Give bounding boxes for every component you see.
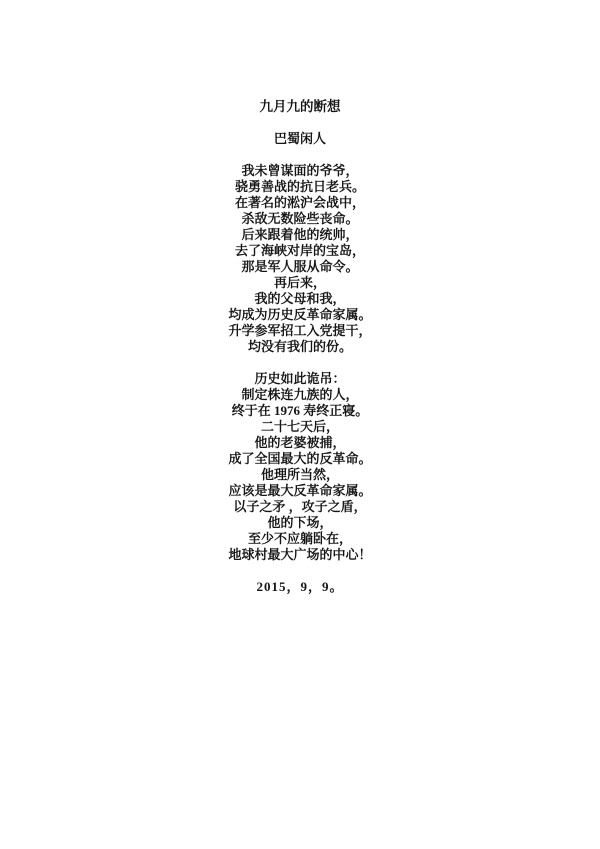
poem-line: 我未曾谋面的爷爷， (241, 163, 359, 178)
poem-line: 升学参军招工入党提干， (228, 323, 372, 338)
poem-line: 他的老婆被捕， (254, 435, 346, 450)
poem-line: 在著名的淞沪会战中， (234, 195, 365, 210)
poem-line: 终于在 1976 寿终正寝。 (231, 403, 369, 418)
blank-line (0, 355, 600, 371)
poem-body (0, 163, 600, 563)
poem-line: 以子之矛 ，攻子之盾， (233, 499, 367, 514)
poem-line: 均成为历史反革命家属。 (228, 307, 372, 322)
poem-line: 历史如此诡吊： (254, 371, 346, 386)
poem-line: 那是军人服从命令。 (241, 259, 359, 274)
blank-line (0, 115, 600, 131)
poem-line: 去了海峡对岸的宝岛， (234, 243, 365, 258)
poem-line: 制定株连九族的人， (241, 387, 359, 402)
blank-line (0, 563, 600, 579)
poem-line: 应该是最大反革命家属。 (228, 483, 372, 498)
poem-line: 骁勇善战的抗日老兵。 (234, 179, 365, 194)
poem-line: 杀敌无数险些丧命。 (241, 211, 359, 226)
poem-line: 再后来， (273, 275, 326, 290)
poem-line: 成了全国最大的反革命。 (228, 451, 372, 466)
poem-line: 我的父母和我， (254, 291, 346, 306)
poem-dateline: 2015，9，9。 (256, 579, 344, 594)
poem-author: 巴蜀闲人 (273, 131, 326, 146)
poem-line: 后来跟着他的统帅， (241, 227, 359, 242)
poem-line: 他理所当然， (260, 467, 339, 482)
blank-line (0, 147, 600, 163)
poem-line: 他的下场， (267, 515, 333, 530)
poem-line: 地球村最大广场的中心！ (228, 547, 372, 562)
poem-title: 九月九的断想 (259, 99, 341, 114)
poem-line: 二十七天后， (260, 419, 339, 434)
poem-line: 至少不应躺卧在， (247, 531, 352, 546)
poem-line: 均没有我们的份。 (247, 339, 352, 354)
